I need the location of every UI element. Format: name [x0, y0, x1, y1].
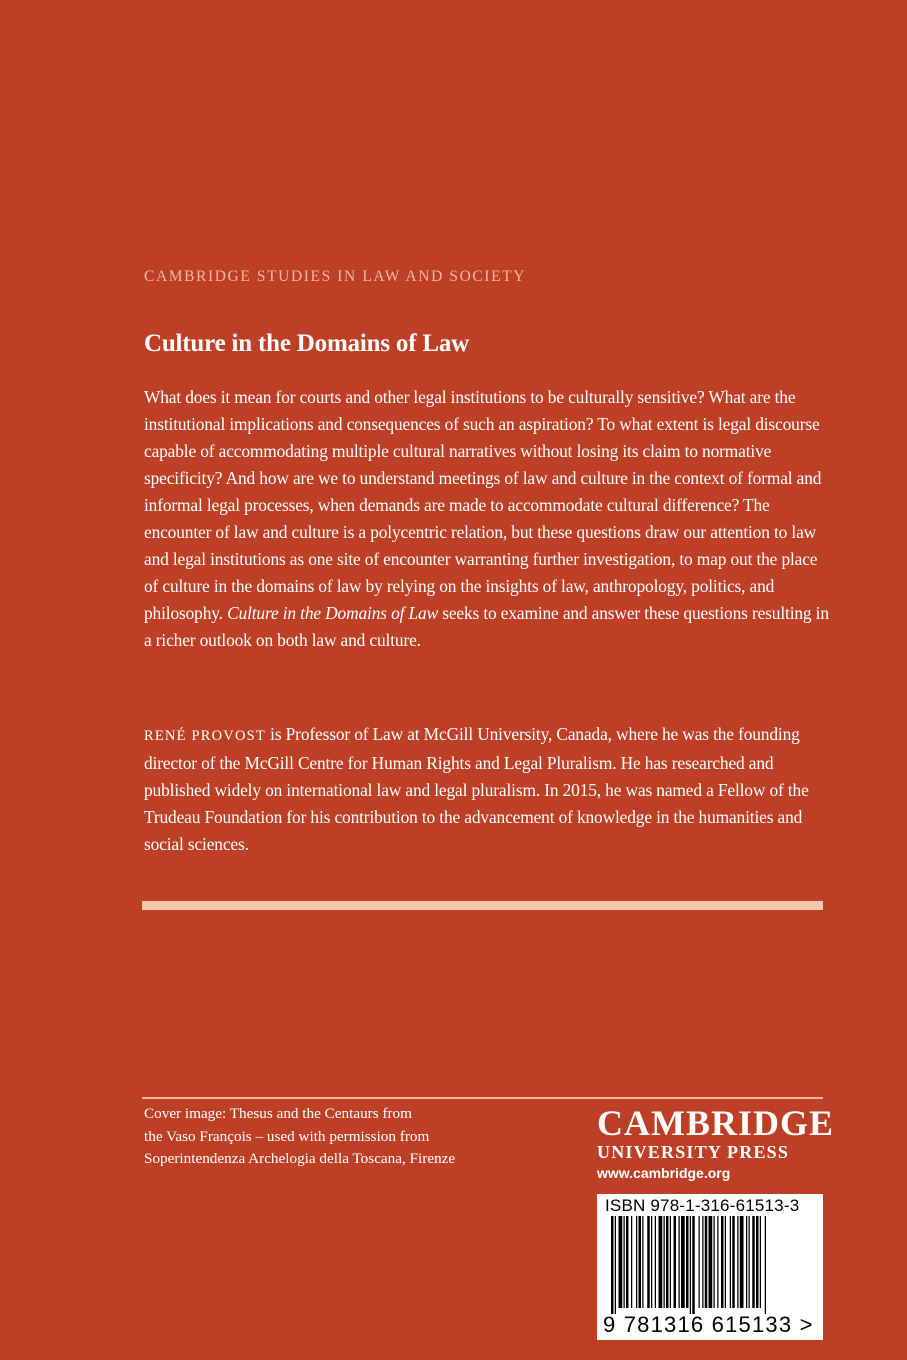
author-bio [144, 721, 834, 858]
publisher-subtitle: UNIVERSITY PRESS [597, 1142, 790, 1162]
description-text: What does it mean for courts and other legal institutions to be culturally sensitive? What are the institutional implications and consequences of such an aspiration? To what extent is legal discourse capable of accommodating multiple cultural narratives without losing its claim to normative specificity? And how are we to understand meetings of law and culture in the context of formal and informal legal processes, when demands are made to accommodate cultural difference? The encounter of law and culture is a polycentric relation, but these questions draw our attention to law and legal institutions as one site of encounter warranting further investigation, to map out the place of culture in the domains of law by relying on the insights of law, anthropology, politics, and philosophy. [144, 387, 822, 623]
cover-credit-line: the Vaso François – used with permission from [144, 1127, 430, 1145]
divider-thick [142, 901, 823, 910]
publisher-logo [597, 1103, 835, 1181]
book-title: Culture in the Domains of Law [144, 330, 470, 357]
series-title: CAMBRIDGE STUDIES IN LAW AND SOCIETY [144, 268, 527, 285]
divider-thin [142, 1097, 823, 1099]
publisher-url: www.cambridge.org [597, 1165, 731, 1181]
cover-credit [144, 1103, 564, 1171]
barcode-icon [605, 1216, 815, 1314]
book-description [144, 384, 834, 654]
author-name: RENÉ PROVOST [144, 728, 266, 744]
isbn-label: ISBN 978-1-316-61513-3 [605, 1196, 800, 1215]
description-text-end: seeks to examine and answer these questions resulting in a richer outlook on both law and culture. [144, 603, 829, 650]
barcode-digits: 9 781316 615133 > [603, 1312, 814, 1337]
publisher-name: CAMBRIDGE [597, 1103, 835, 1143]
cover-credit-line: Cover image: Thesus and the Centaurs from [144, 1105, 412, 1122]
description-italic-title: Culture in the Domains of Law [227, 603, 439, 623]
cover-credit-line: Soperintendenza Archelogia della Toscana, Firenze [144, 1150, 456, 1167]
author-bio-text: is Professor of Law at McGill University, Canada, where he was the founding director of the McGill Centre for Human Rights and Legal Pluralism. He has researched and published widely on international law and legal pluralism. In 2015, he was named a Fellow of the Trudeau Foundation for his contribution to the advancement of knowledge in the humanities and social sciences. [144, 724, 809, 854]
isbn-barcode [597, 1194, 823, 1340]
